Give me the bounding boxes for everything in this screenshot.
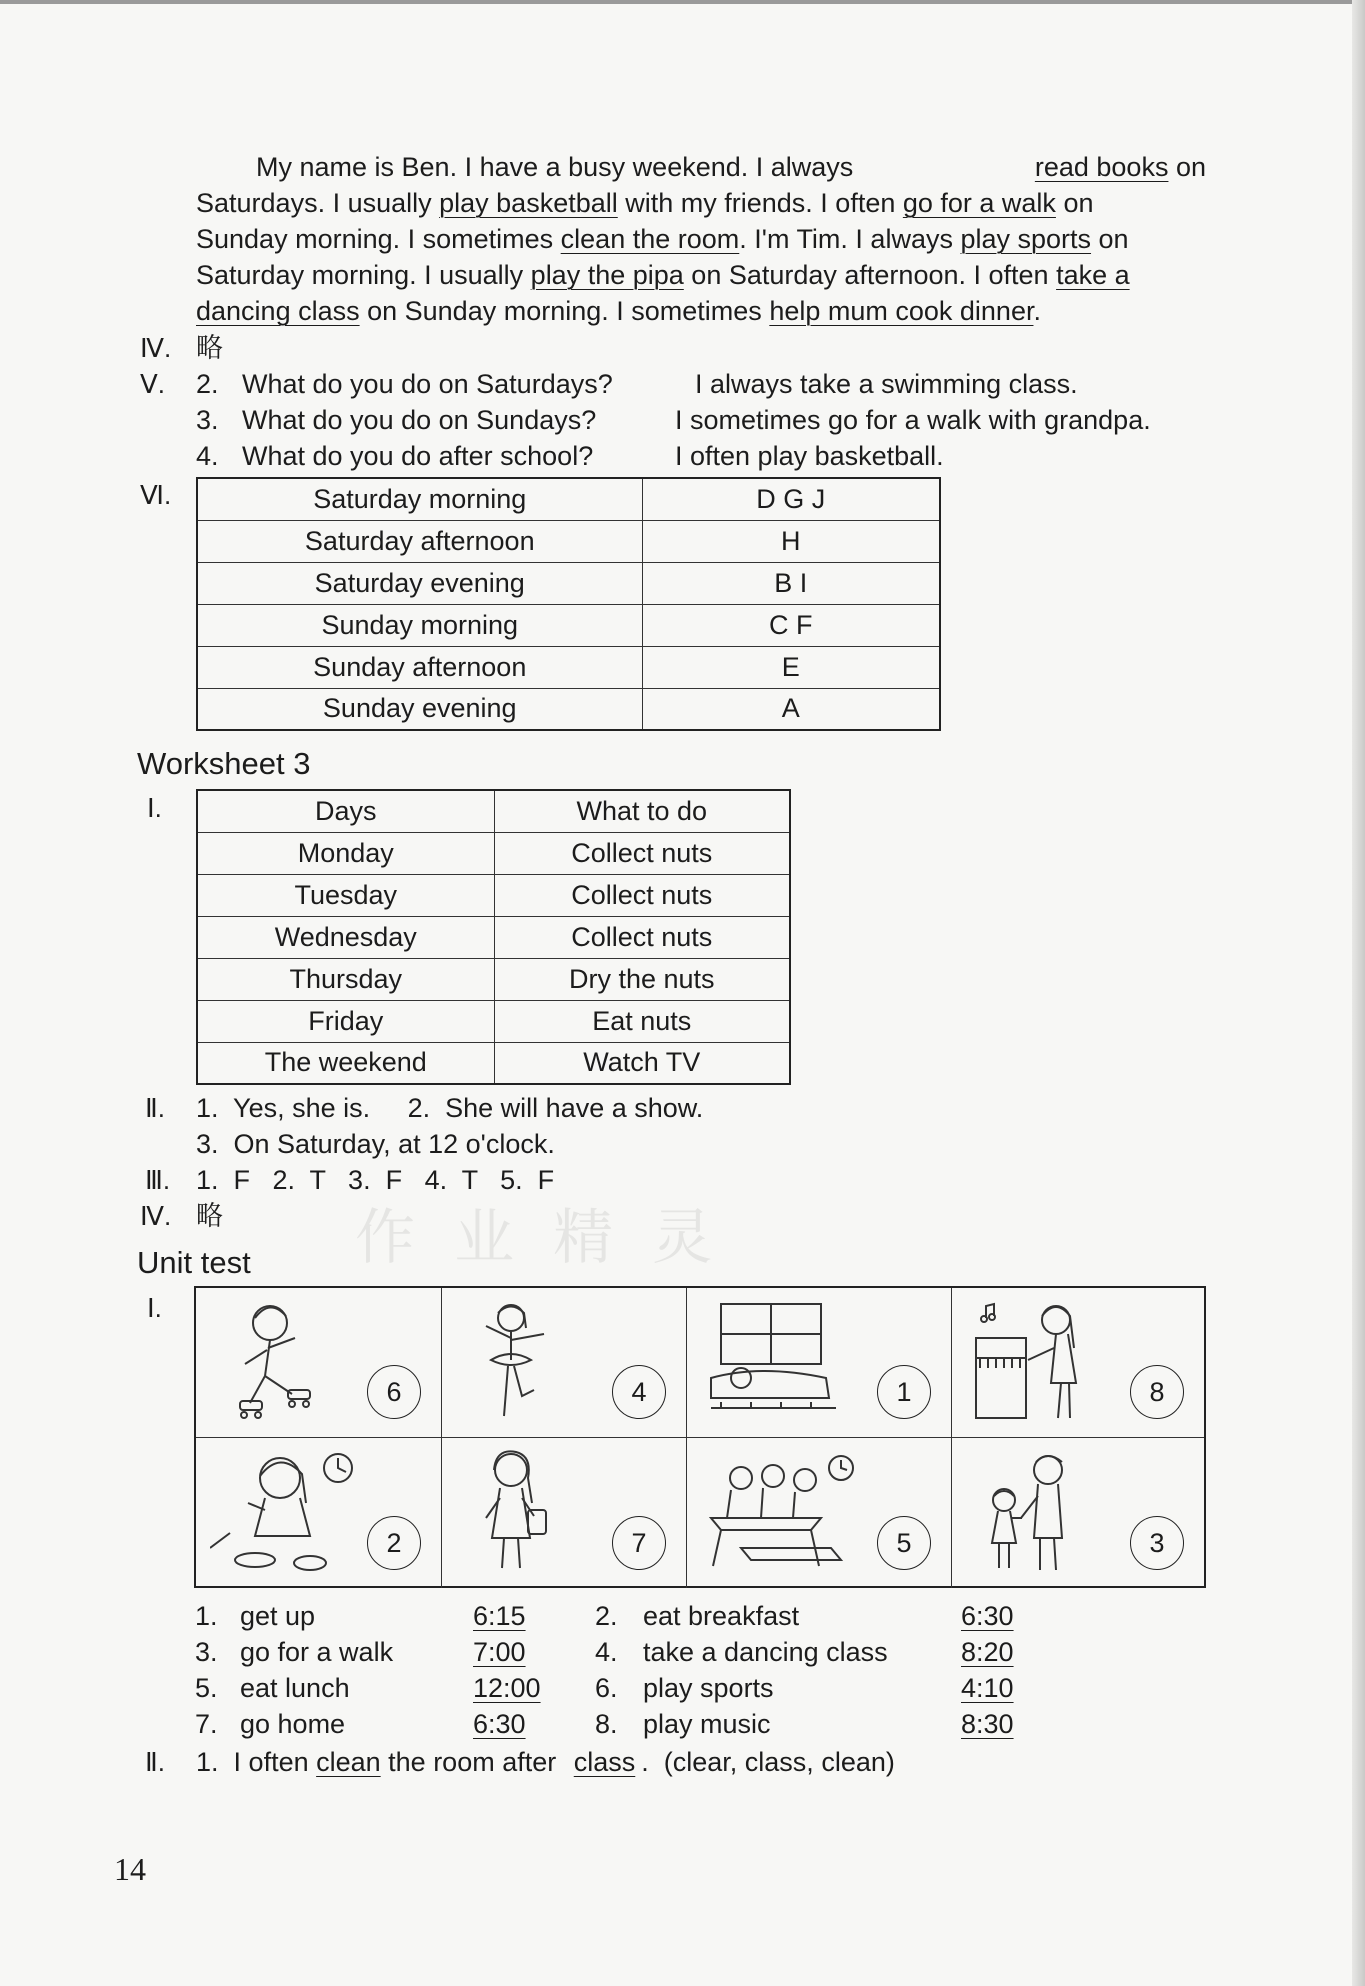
answer-underline: go for a walk [902,188,1056,218]
qa-row: 2. [196,369,219,399]
time-cell: Sunday evening [197,688,642,730]
activity-text: eat breakfast [643,1601,800,1631]
passage-line-4: Saturday morning. I usually play the pipa on Saturday afternoon. I often take a [196,260,1130,290]
activity-text: play sports [643,1673,774,1703]
answer-underline: clean the room [560,224,740,254]
time-cell: Saturday morning [197,478,642,520]
picture-cell [687,1288,952,1438]
day-cell: Tuesday [197,874,494,916]
picture-cell [687,1438,952,1588]
picture-cell [442,1438,687,1588]
activity-text: go home [240,1709,346,1739]
picture-cell [196,1288,442,1438]
ws3-days-table [196,789,791,1085]
time-answer: 6:30 [473,1709,526,1739]
activity-text: play music [643,1709,771,1739]
answer-number: 4 [612,1365,666,1419]
picture-cell [442,1288,687,1438]
activity-cell: Collect nuts [494,832,790,874]
picture-matching-grid [194,1286,1206,1588]
answer-underline: clean [316,1747,381,1777]
worksheet-3-heading: Worksheet 3 [137,746,311,781]
item-number: 5. [195,1673,218,1703]
dancing-girl-icon [456,1298,576,1428]
day-cell: Thursday [197,958,494,1000]
section-vi-label: Ⅵ. [140,480,172,510]
letters-cell: B I [642,562,940,604]
item-number: 8. [595,1709,618,1739]
answer-number: 2 [367,1516,421,1570]
school-lunch-icon [701,1448,861,1578]
item-number: 1. [195,1601,218,1631]
ws3-section-iv-label: Ⅳ. [140,1201,172,1231]
ws3-section-i-label: Ⅰ. [147,793,162,823]
day-cell: Wednesday [197,916,494,958]
question: What do you do after school? [242,441,594,471]
answer: I always take a swimming class. [695,369,1078,399]
answer: I sometimes go for a walk with grandpa. [675,405,1151,435]
answer-underline: take a [1056,260,1130,290]
fill-in-sentence: 1. I often clean the room after class . (clear, class, clean) [196,1747,895,1777]
walking-with-grandpa-icon [966,1448,1106,1578]
letters-cell: C F [642,604,940,646]
letters-cell: A [642,688,940,730]
time-cell: Saturday evening [197,562,642,604]
activity-cell: Dry the nuts [494,958,790,1000]
girl-with-bag-icon [456,1448,576,1578]
time-answer: 7:00 [473,1637,526,1667]
answer-number: 1 [877,1365,931,1419]
passage-line-5: dancing class on Sunday morning. I sometimes help mum cook dinner. [196,296,1041,326]
eating-girl-icon [210,1448,360,1578]
section-vi-table [196,477,941,731]
answer-underline: play basketball [439,188,618,218]
header-what-to-do: What to do [494,790,790,832]
answer-number: 6 [367,1365,421,1419]
ws3-section-iii-answers: 1. F 2. T 3. F 4. T 5. F [196,1165,555,1195]
question: What do you do on Sundays? [242,405,597,435]
piano-girl-icon [966,1298,1106,1428]
unit-test-section-ii-label: Ⅱ. [145,1747,166,1777]
ws3-section-ii-line-1: 1. Yes, she is. 2. She will have a show. [196,1093,704,1123]
question: What do you do on Saturdays? [242,369,613,399]
watermark: 作 业 精 灵 [355,1203,723,1273]
picture-cell [952,1288,1204,1438]
qa-row: 3. [196,405,219,435]
ws3-section-iv-answer: 略 [196,1201,223,1231]
day-cell: Monday [197,832,494,874]
section-iv-answer: 略 [196,333,223,363]
activity-text: take a dancing class [643,1637,888,1667]
answer-number: 3 [1130,1516,1184,1570]
time-answer: 6:15 [473,1601,526,1631]
passage-line-1: My name is Ben. I have a busy weekend. I always read books on [256,152,1206,182]
ws3-section-iii-label: Ⅲ. [145,1165,171,1195]
time-answer: 4:10 [961,1673,1014,1703]
answer-underline: play the pipa [530,260,684,290]
time-cell: Saturday afternoon [197,520,642,562]
answer-underline: help mum cook dinner [769,296,1034,326]
unit-test-heading: Unit test [137,1245,251,1280]
answer-number: 8 [1130,1365,1184,1419]
time-answer: 6:30 [961,1601,1014,1631]
page-number: 14 [114,1851,146,1887]
answer-number: 5 [877,1516,931,1570]
item-number: 3. [195,1637,218,1667]
time-cell: Sunday afternoon [197,646,642,688]
page-right-edge [1352,0,1365,1986]
page-top-edge [0,0,1365,4]
passage-line-3: Sunday morning. I sometimes clean the room. I'm Tim. I always play sports on [196,224,1129,254]
time-answer: 8:30 [961,1709,1014,1739]
time-answer: 12:00 [473,1673,541,1703]
answer-underline: read books [1034,152,1169,182]
skating-boy-icon [210,1298,330,1428]
day-cell: The weekend [197,1042,494,1084]
passage-line-2: Saturdays. I usually play basketball with my friends. I often go for a walk on [196,188,1094,218]
letters-cell: D G J [642,478,940,520]
answer-underline: play sports [960,224,1092,254]
activity-cell: Watch TV [494,1042,790,1084]
section-iv-label: Ⅳ. [140,333,172,363]
letters-cell: E [642,646,940,688]
activity-cell: Collect nuts [494,916,790,958]
unit-test-section-i-label: Ⅰ. [147,1293,162,1323]
qa-row: 4. [196,441,219,471]
activity-text: eat lunch [240,1673,350,1703]
activity-cell: Eat nuts [494,1000,790,1042]
item-number: 7. [195,1709,218,1739]
item-number: 4. [595,1637,618,1667]
activity-cell: Collect nuts [494,874,790,916]
picture-cell [196,1438,442,1588]
item-number: 6. [595,1673,618,1703]
activity-text: get up [240,1601,316,1631]
answer-number: 7 [612,1516,666,1570]
ws3-section-ii-label: Ⅱ. [145,1093,166,1123]
answer-underline: class [573,1747,636,1777]
ws3-section-ii-line-2: 3. On Saturday, at 12 o'clock. [196,1129,555,1159]
section-v-label: Ⅴ. [140,369,166,399]
picture-cell [952,1438,1204,1588]
header-days: Days [197,790,494,832]
answer-underline: dancing class [196,296,360,326]
time-cell: Sunday morning [197,604,642,646]
time-answer: 8:20 [961,1637,1014,1667]
item-number: 2. [595,1601,618,1631]
activity-text: go for a walk [240,1637,394,1667]
sleeping-child-icon [701,1298,851,1423]
day-cell: Friday [197,1000,494,1042]
letters-cell: H [642,520,940,562]
answer: I often play basketball. [675,441,944,471]
